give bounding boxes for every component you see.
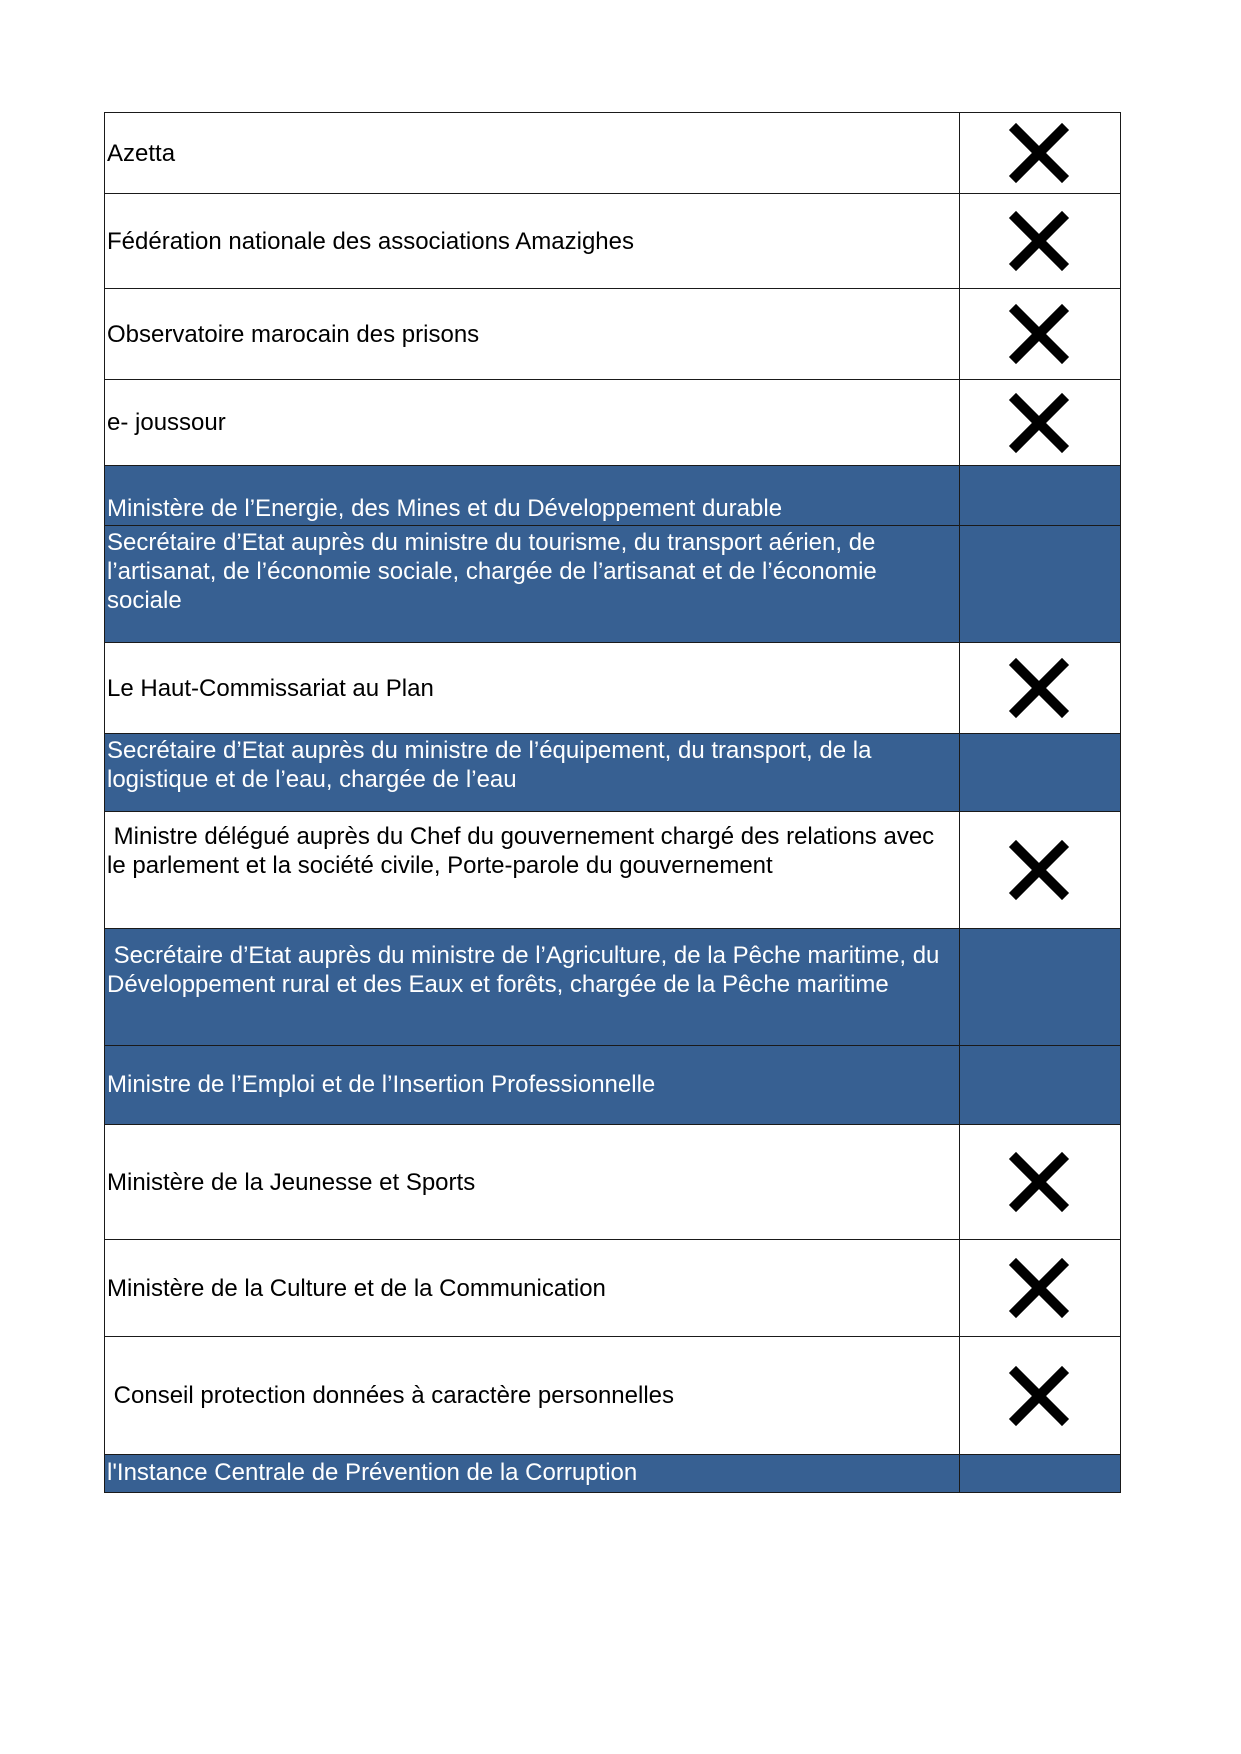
table-row-highlighted: [105, 1046, 1121, 1125]
mark-cell: [960, 812, 1121, 929]
table-row: [105, 380, 1121, 466]
mark-cell: [960, 1240, 1121, 1337]
mark-cell-empty: [960, 466, 1121, 526]
organization-name: Ministre de l’Emploi et de l’Insertion Professionnelle: [105, 1046, 960, 1125]
mark-cell-empty: [960, 929, 1121, 1046]
organization-name: Secrétaire d’Etat auprès du ministre du tourisme, du transport aérien, de l’artisanat, de l’économie sociale, chargée de l’artisanat et de l’économie sociale: [105, 526, 960, 643]
organization-name: e- joussour: [105, 380, 960, 466]
table-row: [105, 1125, 1121, 1240]
organization-name: Ministère de la Jeunesse et Sports: [105, 1125, 960, 1240]
table-row-highlighted: [105, 466, 1121, 526]
organization-name: l'Instance Centrale de Prévention de la Corruption: [105, 1455, 960, 1493]
mark-cell: [960, 380, 1121, 466]
x-cross-icon: [1008, 657, 1070, 719]
table-row-highlighted: [105, 929, 1121, 1046]
organization-name: Ministre délégué auprès du Chef du gouvernement chargé des relations avec le parlement et la société civile, Porte-parole du gouvernement: [105, 812, 960, 929]
table-row-highlighted: [105, 1455, 1121, 1493]
table-row: [105, 289, 1121, 380]
table-row: [105, 643, 1121, 734]
organization-name: Fédération nationale des associations Amazighes: [105, 194, 960, 289]
mark-cell: [960, 289, 1121, 380]
mark-cell: [960, 643, 1121, 734]
organization-name: Secrétaire d’Etat auprès du ministre de l’équipement, du transport, de la logistique et de l’eau, chargée de l’eau: [105, 734, 960, 812]
mark-cell: [960, 113, 1121, 194]
x-cross-icon: [1008, 1365, 1070, 1427]
x-cross-icon: [1008, 1257, 1070, 1319]
x-cross-icon: [1008, 392, 1070, 454]
mark-cell: [960, 194, 1121, 289]
table-row: [105, 194, 1121, 289]
organizations-table: [104, 112, 1121, 1493]
mark-cell-empty: [960, 1046, 1121, 1125]
x-cross-icon: [1008, 1151, 1070, 1213]
mark-cell: [960, 1125, 1121, 1240]
mark-cell: [960, 1337, 1121, 1455]
x-cross-icon: [1008, 122, 1070, 184]
x-cross-icon: [1008, 303, 1070, 365]
table-row: [105, 113, 1121, 194]
table-row: [105, 1240, 1121, 1337]
mark-cell-empty: [960, 734, 1121, 812]
table-row: [105, 812, 1121, 929]
organization-name: Azetta: [105, 113, 960, 194]
table-row-highlighted: [105, 526, 1121, 643]
organization-name: Ministère de la Culture et de la Communication: [105, 1240, 960, 1337]
organization-name: Secrétaire d’Etat auprès du ministre de l’Agriculture, de la Pêche maritime, du Développement rural et des Eaux et forêts, chargée de la Pêche maritime: [105, 929, 960, 1046]
organization-name: Conseil protection données à caractère personnelles: [105, 1337, 960, 1455]
table-row: [105, 1337, 1121, 1455]
organization-name: Ministère de l’Energie, des Mines et du Développement durable: [105, 466, 960, 526]
mark-cell-empty: [960, 1455, 1121, 1493]
mark-cell-empty: [960, 526, 1121, 643]
x-cross-icon: [1008, 210, 1070, 272]
x-cross-icon: [1008, 839, 1070, 901]
table-row-highlighted: [105, 734, 1121, 812]
organization-name: Le Haut-Commissariat au Plan: [105, 643, 960, 734]
organization-name: Observatoire marocain des prisons: [105, 289, 960, 380]
